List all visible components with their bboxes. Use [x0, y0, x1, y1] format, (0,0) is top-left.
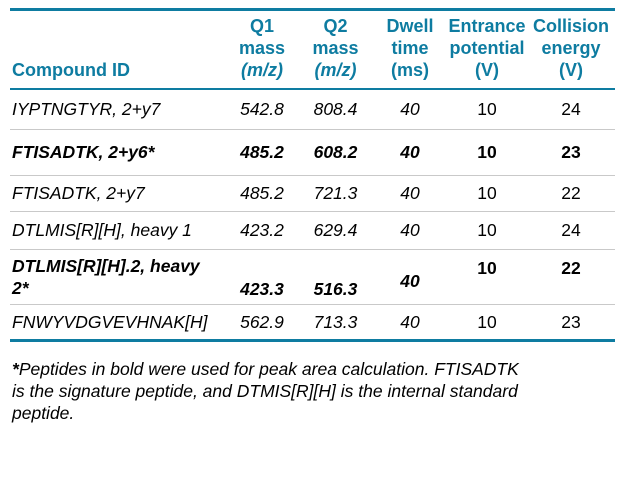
cell-entrance-potential: 10 — [477, 183, 497, 203]
cell-q2-mass: 808.4 — [313, 99, 358, 120]
cell-collision-energy: 24 — [561, 220, 581, 240]
header-line: energy — [541, 38, 601, 58]
cell-q2-mass: 721.3 — [313, 183, 358, 203]
header-line: Q2 — [323, 16, 348, 36]
header-row — [10, 10, 615, 90]
column-header-collision-energy — [527, 10, 615, 90]
cell-q2-mass: 629.4 — [313, 220, 358, 240]
footnote-asterisk: * — [12, 358, 19, 379]
cell-dwell-time: 40 — [400, 99, 420, 120]
cell-compound-id: FNWYVDGVEVHNAK[H] — [12, 311, 208, 332]
cell-compound-id: DTLMIS[R][H].2, heavy 2* — [12, 255, 200, 298]
cell-collision-energy: 23 — [561, 142, 581, 162]
header-line: Compound ID — [12, 60, 130, 80]
table-row — [10, 129, 615, 175]
header-line: Entrance — [448, 16, 526, 36]
cell-compound-id: DTLMIS[R][H], heavy 1 — [12, 220, 192, 240]
header-line: time — [391, 38, 429, 58]
header-unit: (V) — [475, 60, 499, 80]
cell-collision-energy: 22 — [561, 257, 581, 278]
cell-compound-id: FTISADTK, 2+y7 — [12, 183, 145, 203]
cell-q2-mass: 713.3 — [313, 311, 358, 332]
column-header-q1-mass — [226, 10, 298, 90]
header-line: potential — [449, 38, 525, 58]
cell-entrance-potential: 10 — [477, 142, 497, 162]
header-unit: (V) — [559, 60, 583, 80]
column-header-q2-mass — [298, 10, 373, 90]
table-row — [10, 89, 615, 129]
cell-entrance-potential: 10 — [477, 257, 497, 278]
header-line: Q1 — [249, 16, 274, 36]
header-line: mass — [238, 38, 286, 58]
header-unit: (ms) — [390, 60, 429, 80]
cell-q1-mass: 423.3 — [240, 278, 284, 299]
cell-entrance-potential: 10 — [477, 311, 497, 332]
cell-q1-mass: 542.8 — [240, 99, 284, 120]
cell-collision-energy: 24 — [561, 99, 581, 120]
cell-compound-id: IYPTNGTYR, 2+y7 — [12, 99, 161, 120]
table-footnote — [10, 358, 522, 424]
cell-dwell-time: 40 — [400, 270, 420, 291]
cell-entrance-potential: 10 — [477, 220, 497, 240]
header-unit: (m/z) — [314, 60, 357, 80]
cell-q1-mass: 485.2 — [240, 183, 284, 203]
table-row — [10, 175, 615, 211]
column-header-dwell-time — [373, 10, 447, 90]
table-header — [10, 10, 615, 90]
cell-compound-id: FTISADTK, 2+y6* — [12, 142, 155, 162]
header-unit: (m/z) — [241, 60, 283, 80]
cell-q2-mass: 608.2 — [313, 142, 358, 162]
cell-dwell-time: 40 — [400, 220, 420, 240]
cell-q1-mass: 485.2 — [240, 142, 284, 162]
header-line: Collision — [533, 16, 609, 36]
column-header-compound-id — [10, 10, 226, 90]
cell-q2-mass: 516.3 — [313, 278, 358, 299]
footnote-text: Peptides in bold were used for peak area calculation. FTISADTK is the signature peptide, and DTMIS[R][H] is the internal standard peptide. — [12, 358, 519, 423]
table-row — [10, 211, 615, 249]
cell-entrance-potential: 10 — [477, 99, 497, 120]
header-line: mass — [312, 38, 359, 58]
cell-collision-energy: 22 — [561, 183, 581, 203]
cell-q1-mass: 562.9 — [240, 311, 284, 332]
header-line: Dwell — [386, 16, 434, 36]
cell-q1-mass: 423.2 — [240, 220, 284, 240]
cell-collision-energy: 23 — [561, 311, 581, 332]
mrm-parameters-table — [10, 8, 615, 342]
table-row — [10, 304, 615, 340]
cell-dwell-time: 40 — [400, 183, 420, 203]
table-body — [10, 89, 615, 340]
cell-dwell-time: 40 — [400, 142, 420, 162]
column-header-entrance-potential — [447, 10, 527, 90]
cell-dwell-time: 40 — [400, 311, 420, 332]
table-row — [10, 249, 615, 304]
